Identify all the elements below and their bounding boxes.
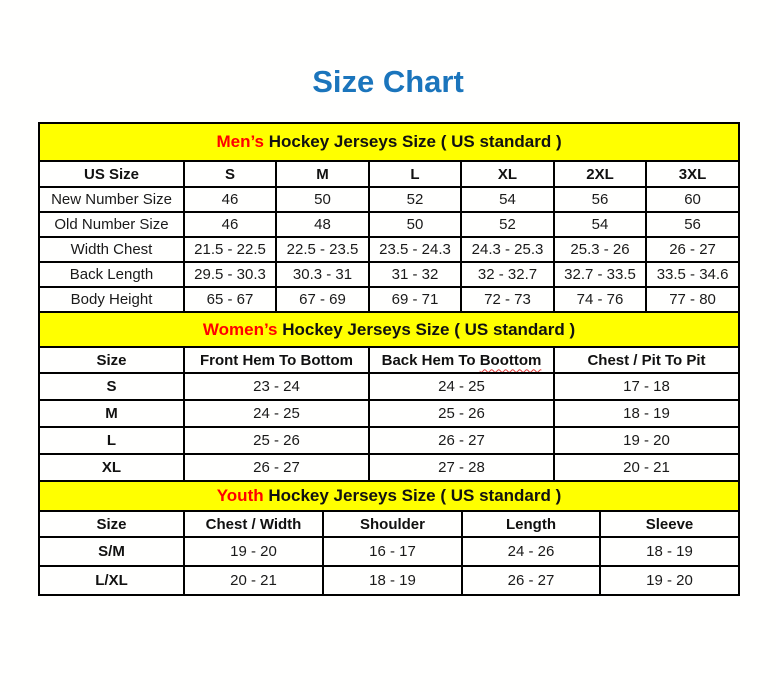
womens-header-row [39, 347, 739, 373]
womens-section-band [39, 312, 739, 347]
table-cell: 24 - 25 [184, 400, 369, 427]
table-cell: 60 [646, 187, 739, 212]
table-cell: 65 - 67 [184, 287, 276, 312]
table-row [39, 237, 739, 262]
table-row [39, 287, 739, 312]
table-cell: 24 - 25 [369, 373, 554, 400]
column-header-shoulder: Shoulder [323, 511, 462, 537]
table-row [39, 427, 739, 454]
table-cell: 25 - 26 [184, 427, 369, 454]
table-cell: 24 - 26 [462, 537, 600, 566]
mens-size-table [38, 122, 740, 313]
column-header-us-size: US Size [39, 161, 184, 187]
table-row [39, 373, 739, 400]
youth-section-label-highlight: Youth [216, 486, 264, 505]
table-cell: 22.5 - 23.5 [276, 237, 369, 262]
back-hem-misspelled-word: Boottom [479, 351, 542, 369]
column-header-back-hem [369, 347, 554, 373]
table-cell: 21.5 - 22.5 [184, 237, 276, 262]
table-cell: 19 - 20 [600, 566, 739, 595]
youth-section-band-row [39, 481, 739, 511]
youth-header-row [39, 511, 739, 537]
row-label: S/M [39, 537, 184, 566]
row-label: L [39, 427, 184, 454]
table-cell: 27 - 28 [369, 454, 554, 481]
table-cell: 20 - 21 [554, 454, 739, 481]
table-cell: 52 [369, 187, 461, 212]
column-header-xl: XL [461, 161, 554, 187]
table-cell: 50 [369, 212, 461, 237]
row-label: Old Number Size [39, 212, 184, 237]
mens-section-band [39, 123, 739, 161]
row-label: Body Height [39, 287, 184, 312]
column-header-3xl: 3XL [646, 161, 739, 187]
column-header-2xl: 2XL [554, 161, 646, 187]
table-row [39, 566, 739, 595]
table-cell: 29.5 - 30.3 [184, 262, 276, 287]
table-cell: 26 - 27 [462, 566, 600, 595]
table-cell: 54 [554, 212, 646, 237]
table-cell: 56 [554, 187, 646, 212]
table-cell: 24.3 - 25.3 [461, 237, 554, 262]
row-label: L/XL [39, 566, 184, 595]
table-cell: 26 - 27 [369, 427, 554, 454]
mens-section-band-row [39, 123, 739, 161]
table-cell: 69 - 71 [369, 287, 461, 312]
table-cell: 23.5 - 24.3 [369, 237, 461, 262]
table-cell: 50 [276, 187, 369, 212]
table-cell: 56 [646, 212, 739, 237]
table-cell: 77 - 80 [646, 287, 739, 312]
table-cell: 17 - 18 [554, 373, 739, 400]
table-cell: 16 - 17 [323, 537, 462, 566]
table-row [39, 400, 739, 427]
table-cell: 26 - 27 [184, 454, 369, 481]
table-cell: 74 - 76 [554, 287, 646, 312]
table-cell: 23 - 24 [184, 373, 369, 400]
table-cell: 52 [461, 212, 554, 237]
table-cell: 46 [184, 212, 276, 237]
mens-header-row [39, 161, 739, 187]
row-label: S [39, 373, 184, 400]
table-row [39, 537, 739, 566]
table-cell: 19 - 20 [554, 427, 739, 454]
column-header-chest-width: Chest / Width [184, 511, 323, 537]
table-cell: 31 - 32 [369, 262, 461, 287]
column-header-length: Length [462, 511, 600, 537]
table-cell: 26 - 27 [646, 237, 739, 262]
back-hem-label-prefix: Back Hem To [381, 351, 480, 369]
mens-section-label: Hockey Jerseys Size ( US standard ) [264, 132, 562, 151]
column-header-size: Size [39, 347, 184, 373]
table-cell: 19 - 20 [184, 537, 323, 566]
table-cell: 54 [461, 187, 554, 212]
youth-size-table [38, 480, 740, 596]
youth-section-band [39, 481, 739, 511]
page-title: Size Chart [312, 64, 464, 99]
table-cell: 25.3 - 26 [554, 237, 646, 262]
table-row [39, 262, 739, 287]
row-label: M [39, 400, 184, 427]
womens-section-label: Hockey Jerseys Size ( US standard ) [277, 319, 576, 339]
table-row [39, 187, 739, 212]
womens-section-label-highlight: Women’s [202, 319, 278, 339]
table-cell: 18 - 19 [554, 400, 739, 427]
table-cell: 48 [276, 212, 369, 237]
column-header-l: L [369, 161, 461, 187]
table-cell: 18 - 19 [600, 537, 739, 566]
row-label: Width Chest [39, 237, 184, 262]
table-cell: 33.5 - 34.6 [646, 262, 739, 287]
table-cell: 18 - 19 [323, 566, 462, 595]
column-header-s: S [184, 161, 276, 187]
column-header-sleeve: Sleeve [600, 511, 739, 537]
column-header-m: M [276, 161, 369, 187]
row-label: New Number Size [39, 187, 184, 212]
table-cell: 30.3 - 31 [276, 262, 369, 287]
table-cell: 25 - 26 [369, 400, 554, 427]
table-cell: 67 - 69 [276, 287, 369, 312]
youth-section-label: Hockey Jerseys Size ( US standard ) [263, 486, 562, 505]
table-cell: 20 - 21 [184, 566, 323, 595]
row-label: XL [39, 454, 184, 481]
table-cell: 72 - 73 [461, 287, 554, 312]
column-header-front-hem: Front Hem To Bottom [184, 347, 369, 373]
table-row [39, 212, 739, 237]
womens-section-band-row [39, 312, 739, 347]
column-header-size: Size [39, 511, 184, 537]
table-cell: 46 [184, 187, 276, 212]
womens-size-table [38, 311, 740, 482]
column-header-chest-pit: Chest / Pit To Pit [554, 347, 739, 373]
mens-section-label-highlight: Men’s [216, 132, 264, 151]
row-label: Back Length [39, 262, 184, 287]
table-cell: 32 - 32.7 [461, 262, 554, 287]
size-tables-container [38, 122, 738, 596]
table-row [39, 454, 739, 481]
table-cell: 32.7 - 33.5 [554, 262, 646, 287]
